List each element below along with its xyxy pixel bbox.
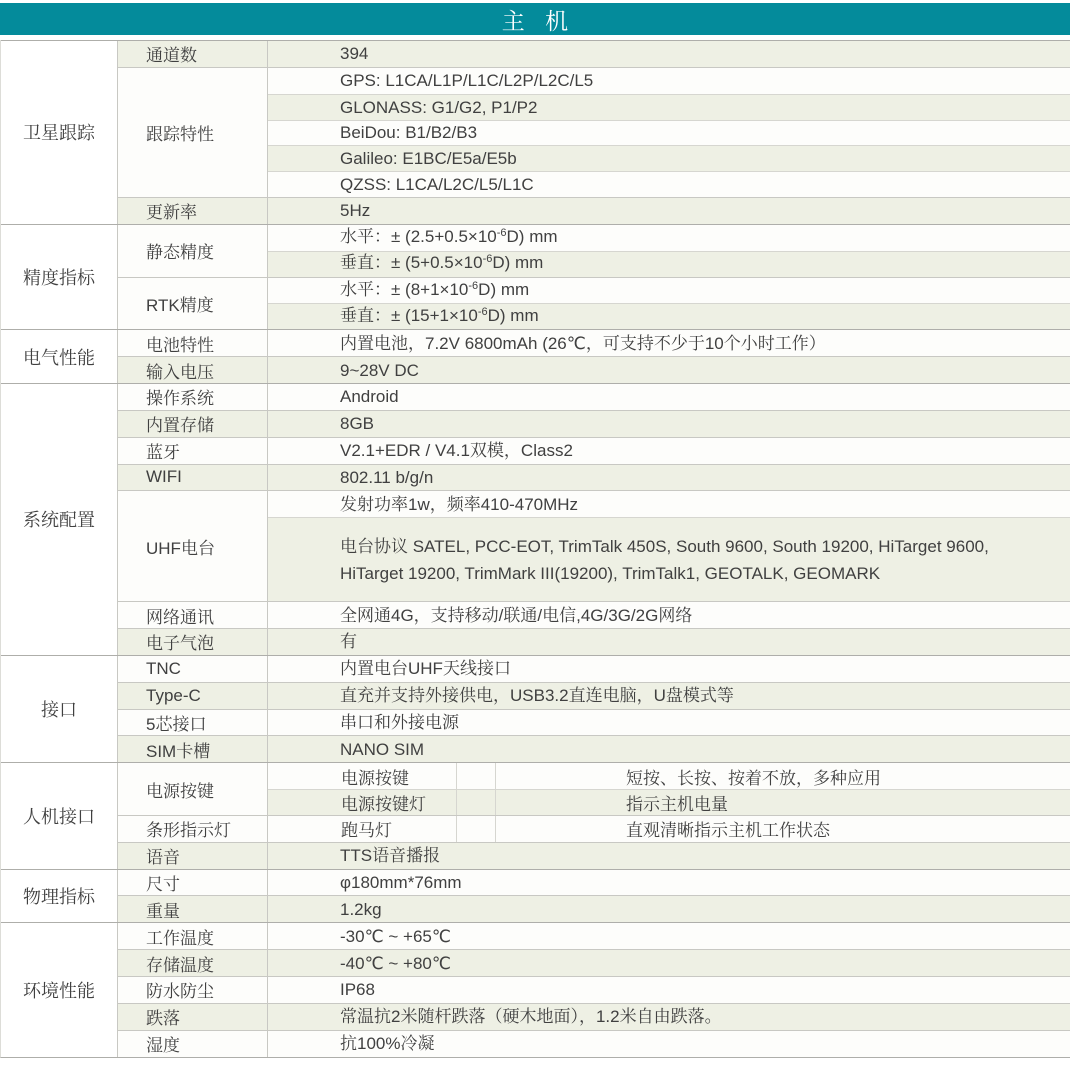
group-label-cell: 网络通讯 — [118, 602, 268, 628]
spec-section — [1, 655, 1070, 762]
group-rows — [268, 438, 1070, 464]
spec-row — [268, 251, 1070, 277]
value-cell: 394 — [340, 44, 369, 64]
spec-group — [118, 67, 1070, 197]
spec-row — [268, 94, 1070, 120]
group-rows — [268, 384, 1070, 410]
spec-group — [118, 410, 1070, 437]
value-cell: 内置电池，7.2V 6800mAh (26℃，可支持不少于10个小时工作） — [340, 333, 826, 353]
spec-group — [118, 763, 1070, 815]
spec-section — [1, 40, 1070, 224]
spec-row — [268, 171, 1070, 197]
spec-row — [268, 384, 1070, 410]
value-cell: NANO SIM — [340, 739, 425, 759]
group-rows — [268, 923, 1070, 949]
desc-cell: 指示主机电量 — [626, 795, 728, 815]
spec-row — [268, 303, 1070, 329]
group-rows — [268, 629, 1070, 655]
group-rows — [268, 225, 1070, 277]
spec-section — [1, 762, 1070, 868]
spec-row — [268, 198, 1070, 224]
spec-group — [118, 384, 1070, 410]
spec-row — [268, 710, 1070, 736]
spec-row — [268, 438, 1070, 464]
value-text: D) mm — [492, 253, 544, 273]
spec-group — [118, 490, 1070, 601]
group-rows — [268, 896, 1070, 922]
value-cell: 常温抗2米随杆跌落（硬木地面），1.2米自由跌落。 — [340, 1007, 722, 1027]
spec-row — [268, 629, 1070, 655]
value-text: D) mm — [478, 279, 530, 299]
spec-row — [268, 683, 1070, 709]
value-cell — [268, 302, 1070, 332]
spec-row — [268, 41, 1070, 67]
group-label-cell: 电源按键 — [118, 763, 268, 815]
group-rows — [268, 41, 1070, 67]
spec-group — [118, 976, 1070, 1003]
value-cell: Galileo: E1BC/E5a/E5b — [340, 149, 517, 169]
value-cell: 发射功率1w，频率410-470MHz — [340, 494, 579, 514]
spec-section — [1, 224, 1070, 329]
spec-row — [268, 145, 1070, 171]
spec-group — [118, 197, 1070, 224]
category-cell: 卫星跟踪 — [1, 41, 118, 224]
value-cell: 串口和外接电源 — [340, 712, 459, 732]
spec-group — [118, 601, 1070, 628]
value-cell: Android — [340, 387, 399, 407]
value-cell: -30℃ ~ +65℃ — [340, 926, 451, 946]
group-label-cell: 湿度 — [118, 1031, 268, 1057]
spec-row — [268, 357, 1070, 383]
section-body — [118, 384, 1070, 655]
spec-row — [268, 950, 1070, 976]
spec-table — [0, 40, 1070, 1058]
category-cell: 精度指标 — [1, 225, 118, 329]
group-label-cell: TNC — [118, 656, 268, 682]
group-rows — [268, 411, 1070, 437]
spec-section — [1, 329, 1070, 383]
value-text: 垂直：± (15+1×10 — [340, 305, 478, 325]
spec-row — [268, 816, 1070, 842]
group-label-cell: 语音 — [118, 843, 268, 869]
value-text: D) mm — [487, 305, 539, 325]
group-label-cell: 电池特性 — [118, 330, 268, 356]
group-label-cell: RTK精度 — [118, 278, 268, 330]
group-label-cell: 条形指示灯 — [118, 816, 268, 842]
group-label-cell: SIM卡槽 — [118, 736, 268, 762]
group-label-cell: 跟踪特性 — [118, 68, 268, 197]
category-cell: 人机接口 — [1, 763, 118, 868]
section-body — [118, 656, 1070, 762]
group-rows — [268, 736, 1070, 762]
sub-value-cell: 电源按键灯 — [341, 795, 426, 815]
group-rows — [268, 710, 1070, 736]
spec-row — [268, 517, 1070, 601]
group-rows — [268, 465, 1070, 491]
category-cell: 接口 — [1, 656, 118, 762]
group-label-cell: 尺寸 — [118, 870, 268, 896]
value-cell: φ180mm*76mm — [340, 873, 462, 893]
value-cell: 9~28V DC — [340, 360, 419, 380]
group-label-cell: 操作系统 — [118, 384, 268, 410]
group-rows — [268, 1031, 1070, 1057]
spec-group — [118, 437, 1070, 464]
group-label-cell: 静态精度 — [118, 225, 268, 277]
spec-group — [118, 815, 1070, 842]
group-rows — [268, 68, 1070, 197]
group-label-cell: 跌落 — [118, 1004, 268, 1030]
group-label-cell: 5芯接口 — [118, 710, 268, 736]
group-rows — [268, 870, 1070, 896]
value-cell: GPS: L1CA/L1P/L1C/L2P/L2C/L5 — [340, 71, 594, 91]
spec-row — [268, 330, 1070, 356]
spec-row — [268, 763, 1070, 789]
spec-group — [118, 735, 1070, 762]
value-cell: QZSS: L1CA/L2C/L5/L1C — [340, 175, 534, 195]
group-rows — [268, 683, 1070, 709]
spec-row — [268, 602, 1070, 628]
value-cell: IP68 — [340, 980, 375, 1000]
value-cell: 抗100%冷凝 — [340, 1034, 435, 1054]
category-cell: 环境性能 — [1, 923, 118, 1056]
page-title: 主 机 — [0, 3, 1070, 35]
sub-value-cell: 跑马灯 — [341, 821, 392, 841]
group-label-cell: 重量 — [118, 896, 268, 922]
value-cell: BeiDou: B1/B2/B3 — [340, 123, 478, 143]
group-rows — [268, 816, 1070, 842]
spec-group — [118, 1030, 1070, 1057]
spec-row — [268, 843, 1070, 869]
spec-group — [118, 356, 1070, 383]
group-rows — [268, 330, 1070, 356]
spec-group — [118, 330, 1070, 356]
value-cell: 802.11 b/g/n — [340, 467, 434, 487]
value-cell: -40℃ ~ +80℃ — [340, 953, 451, 973]
spec-row — [268, 411, 1070, 437]
value-text: 垂直：± (5+0.5×10 — [340, 253, 483, 273]
group-rows — [268, 198, 1070, 224]
group-label-cell: 防水防尘 — [118, 977, 268, 1003]
spec-row — [268, 465, 1070, 491]
spec-group — [118, 1003, 1070, 1030]
group-label-cell: 更新率 — [118, 198, 268, 224]
spec-group — [118, 709, 1070, 736]
spec-row — [268, 278, 1070, 304]
section-body — [118, 763, 1070, 868]
category-cell: 电气性能 — [1, 330, 118, 383]
spec-group — [118, 949, 1070, 976]
group-rows — [268, 602, 1070, 628]
desc-cell: 短按、长按、按着不放，多种应用 — [626, 768, 881, 788]
spacer-cell — [456, 816, 496, 842]
spec-group — [118, 656, 1070, 682]
spec-group — [118, 628, 1070, 655]
group-rows — [268, 656, 1070, 682]
group-label-cell: 工作温度 — [118, 923, 268, 949]
spec-section — [1, 922, 1070, 1056]
spacer-cell — [456, 790, 496, 815]
group-label-cell: 蓝牙 — [118, 438, 268, 464]
spec-group — [118, 870, 1070, 896]
spec-section — [1, 383, 1070, 655]
superscript: -6 — [468, 279, 479, 292]
category-cell: 物理指标 — [1, 870, 118, 923]
spec-row — [268, 1031, 1070, 1057]
group-rows — [268, 950, 1070, 976]
value-text: 水平：± (2.5+0.5×10 — [340, 226, 497, 246]
section-body — [118, 870, 1070, 923]
value-cell: 直充并支持外接供电，USB3.2直连电脑，U盘模式等 — [340, 686, 734, 706]
spec-row — [268, 789, 1070, 815]
superscript: -6 — [496, 226, 507, 239]
value-cell: 1.2kg — [340, 899, 382, 919]
spec-row — [268, 870, 1070, 896]
value-cell: 8GB — [340, 414, 375, 434]
value-cell: 全网通4G，支持移动/联通/电信,4G/3G/2G网络 — [340, 605, 693, 625]
group-rows — [268, 843, 1070, 869]
group-rows — [268, 977, 1070, 1003]
group-rows — [268, 357, 1070, 383]
group-label-cell: 存储温度 — [118, 950, 268, 976]
spec-group — [118, 842, 1070, 869]
spec-row — [268, 68, 1070, 94]
spec-row — [268, 120, 1070, 146]
spec-row — [268, 923, 1070, 949]
superscript: -6 — [482, 253, 493, 266]
spec-row — [268, 1004, 1070, 1030]
spec-group — [118, 923, 1070, 949]
group-rows — [268, 1004, 1070, 1030]
value-cell: 电台协议 SATEL, PCC-EOT, TrimTalk 450S, South 9600, South 19200, HiTarget 9600, HiTarget 19200, TrimMark III(19200), TrimTalk1, GEOTALK, GEOMARK — [340, 536, 989, 583]
group-label-cell: 输入电压 — [118, 357, 268, 383]
value-cell: 5Hz — [340, 201, 371, 221]
spec-row — [268, 656, 1070, 682]
group-label-cell: 内置存储 — [118, 411, 268, 437]
spec-group — [118, 464, 1070, 491]
section-body — [118, 225, 1070, 329]
spec-row — [268, 896, 1070, 922]
desc-cell: 直观清晰指示主机工作状态 — [626, 821, 830, 841]
group-label-cell: WIFI — [118, 465, 268, 491]
section-body — [118, 41, 1070, 224]
sub-value-cell: 电源按键 — [341, 768, 409, 788]
group-label-cell: 电子气泡 — [118, 629, 268, 655]
group-rows — [268, 763, 1070, 815]
superscript: -6 — [477, 305, 488, 318]
group-rows — [268, 278, 1070, 330]
spec-group — [118, 895, 1070, 922]
spacer-cell — [456, 763, 496, 789]
spec-group — [118, 277, 1070, 330]
category-cell: 系统配置 — [1, 384, 118, 655]
value-cell: V2.1+EDR / V4.1双模，Class2 — [340, 441, 573, 461]
value-cell: 内置电台UHF天线接口 — [340, 659, 511, 679]
value-text: 水平：± (8+1×10 — [340, 279, 469, 299]
spec-section — [1, 869, 1070, 923]
section-body — [118, 923, 1070, 1056]
group-label-cell: Type-C — [118, 683, 268, 709]
spec-row — [268, 977, 1070, 1003]
value-cell: TTS语音播报 — [340, 846, 441, 866]
group-label-cell: UHF电台 — [118, 491, 268, 601]
spec-group — [118, 682, 1070, 709]
section-body — [118, 330, 1070, 383]
value-cell: 有 — [340, 632, 357, 652]
group-rows — [268, 491, 1070, 601]
spec-group — [118, 225, 1070, 277]
spec-group — [118, 41, 1070, 67]
spec-row — [268, 491, 1070, 517]
group-label-cell: 通道数 — [118, 41, 268, 67]
spec-row — [268, 225, 1070, 251]
value-cell: GLONASS: G1/G2, P1/P2 — [340, 97, 538, 117]
value-text: D) mm — [506, 226, 558, 246]
spec-row — [268, 736, 1070, 762]
